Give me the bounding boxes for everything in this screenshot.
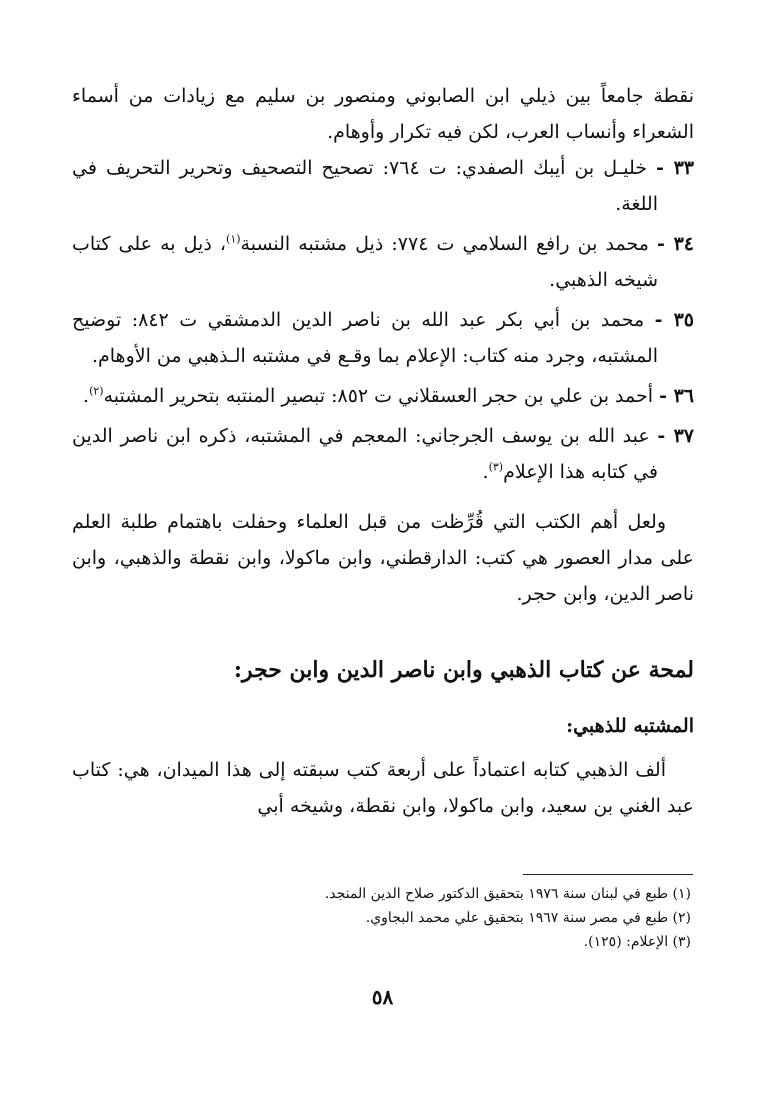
footnote-ref-2[interactable]: (٢)	[89, 384, 104, 398]
footnote-2: (٢) طبع في مصر سنة ١٩٦٧ بتحقيق علي محمد البجاوي.	[365, 910, 691, 926]
list-item-33	[72, 150, 694, 222]
item-text: محمد بن أبي بكر عبد الله بن ناصر الدين الدمشقي ت ٨٤٢: توضيح المشتبه، وجرد منه كتاب: الإعلام بما وقـع في مشتبه الـذهبي من الأوهام.	[72, 309, 658, 367]
item-number: ٣٧ -	[657, 425, 694, 447]
closing-paragraph: ولعل أهم الكتب التي قُرِّظت من قبل العلماء وحفلت باهتمام طلبة العلم على مدار العصور هي كتب: الدارقطني، وابن ماكولا، وابن نقطة والذهبي، وابن ناصر الدين، وابن حجر.	[72, 511, 694, 605]
item-text: أحمد بن علي بن حجر العسقلاني ت ٨٥٢: تبصير المنتبه بتحرير المشتبه	[103, 385, 654, 407]
section-body-paragraph: ألف الذهبي كتابه اعتماداً على أربعة كتب سبقته إلى هذا الميدان، هي: كتاب عبد الغني بن سعيد، وابن ماكولا، وابن نقطة، وشيخه أبي	[72, 759, 694, 817]
sub-heading: المشتبه للذهبي:	[566, 715, 694, 737]
section-heading: لمحة عن كتاب الذهبي وابن ناصر الدين وابن حجر:	[233, 657, 694, 683]
list-item-35	[72, 302, 694, 374]
item-text: عبد الله بن يوسف الجرجاني: المعجم في المشتبه، ذكره ابن ناصر الدين في كتابه هذا الإعلام	[72, 425, 658, 483]
item-text-after: .	[482, 461, 489, 483]
intro-paragraph: نقطة جامعاً بين ذيلي ابن الصابوني ومنصور بن سليم مع زيادات من أسماء الشعراء وأنساب العرب، لكن فيه تكرار وأوهام.	[72, 85, 694, 143]
item-text: خليـل بن أيبك الصفدي: ت ٧٦٤: تصحيح التصحيف وتحرير التحريف في اللغة.	[72, 157, 658, 215]
footnote-ref-3[interactable]: (٣)	[488, 460, 504, 474]
list-item-37	[72, 418, 694, 490]
footnote-ref-1[interactable]: (١)	[226, 232, 241, 246]
item-number: ٣٤ -	[657, 233, 694, 255]
item-text-after: .	[83, 385, 90, 407]
item-text: محمد بن رافع السلامي ت ٧٧٤: ذيل مشتبه النسبة	[240, 233, 649, 255]
page-number: ٥٨	[371, 985, 394, 1009]
footnote-divider	[523, 874, 693, 875]
item-number: ٣٣ -	[656, 157, 694, 179]
list-item-34	[72, 226, 694, 298]
page-body	[72, 78, 694, 824]
item-text-after: ، ذيل به على كتاب شيخه الذهبي.	[72, 233, 658, 291]
footnotes	[71, 882, 691, 954]
footnote-3: (٣) الإعلام: (١٢٥).	[583, 934, 691, 950]
footnote-1: (١) طبع في لبنان سنة ١٩٧٦ بتحقيق الدكتور صلاح الدين المنجد.	[324, 886, 691, 902]
list-item-36	[72, 378, 694, 414]
item-number: ٣٥ -	[654, 309, 694, 331]
item-number: ٣٦ -	[659, 385, 694, 407]
